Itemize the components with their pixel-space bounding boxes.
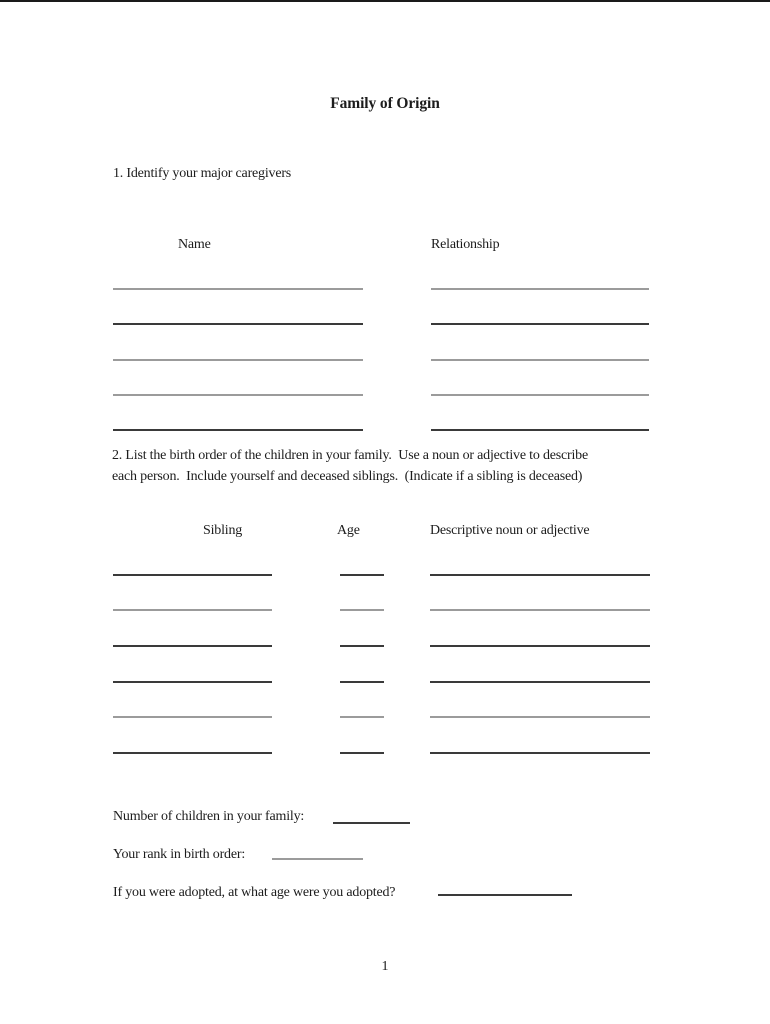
children-count-label: Number of children in your family: bbox=[113, 809, 305, 824]
sibling-age-field-line[interactable] bbox=[340, 645, 384, 647]
column-header-name: Name bbox=[178, 237, 211, 252]
sibling-descriptor-field-line[interactable] bbox=[430, 574, 650, 576]
adopted-age-field-line[interactable] bbox=[438, 894, 572, 896]
sibling-descriptor-field-line[interactable] bbox=[430, 681, 650, 683]
sibling-age-field-line[interactable] bbox=[340, 716, 384, 718]
sibling-descriptor-field-line[interactable] bbox=[430, 609, 650, 611]
sibling-name-field-line[interactable] bbox=[113, 716, 272, 718]
caregiver-name-field-line[interactable] bbox=[113, 288, 363, 290]
page-title: Family of Origin bbox=[330, 95, 440, 112]
sibling-age-field-line[interactable] bbox=[340, 574, 384, 576]
sibling-name-field-line[interactable] bbox=[113, 609, 272, 611]
caregiver-name-field-line[interactable] bbox=[113, 429, 363, 431]
caregiver-name-field-line[interactable] bbox=[113, 359, 363, 361]
adopted-age-label: If you were adopted, at what age were you adopted? bbox=[113, 885, 396, 900]
caregiver-relationship-field-line[interactable] bbox=[431, 323, 649, 325]
sibling-descriptor-field-line[interactable] bbox=[430, 645, 650, 647]
column-header-descriptive: Descriptive noun or adjective bbox=[430, 523, 590, 538]
sibling-descriptor-field-line[interactable] bbox=[430, 716, 650, 718]
caregiver-relationship-field-line[interactable] bbox=[431, 288, 649, 290]
sibling-descriptor-field-line[interactable] bbox=[430, 752, 650, 754]
birth-rank-label: Your rank in birth order: bbox=[113, 847, 246, 862]
caregiver-name-field-line[interactable] bbox=[113, 323, 363, 325]
section2-prompt-line1: 2. List the birth order of the children in your family. Use a noun or adjective to describe bbox=[112, 448, 588, 463]
sibling-name-field-line[interactable] bbox=[113, 752, 272, 754]
column-header-sibling: Sibling bbox=[203, 523, 243, 538]
column-header-age: Age bbox=[337, 523, 360, 538]
sibling-age-field-line[interactable] bbox=[340, 609, 384, 611]
section1-prompt: 1. Identify your major caregivers bbox=[113, 166, 292, 181]
page-top-border bbox=[0, 0, 770, 2]
caregiver-relationship-field-line[interactable] bbox=[431, 359, 649, 361]
sibling-name-field-line[interactable] bbox=[113, 645, 272, 647]
children-count-field-line[interactable] bbox=[333, 822, 410, 824]
sibling-age-field-line[interactable] bbox=[340, 752, 384, 754]
page-number: 1 bbox=[381, 959, 389, 974]
sibling-name-field-line[interactable] bbox=[113, 681, 272, 683]
column-header-relationship: Relationship bbox=[431, 237, 500, 252]
section2-prompt-line2: each person. Include yourself and deceased siblings. (Indicate if a sibling is deceased) bbox=[112, 469, 583, 484]
caregiver-relationship-field-line[interactable] bbox=[431, 429, 649, 431]
caregiver-relationship-field-line[interactable] bbox=[431, 394, 649, 396]
sibling-name-field-line[interactable] bbox=[113, 574, 272, 576]
sibling-age-field-line[interactable] bbox=[340, 681, 384, 683]
caregiver-name-field-line[interactable] bbox=[113, 394, 363, 396]
birth-rank-field-line[interactable] bbox=[272, 858, 363, 860]
